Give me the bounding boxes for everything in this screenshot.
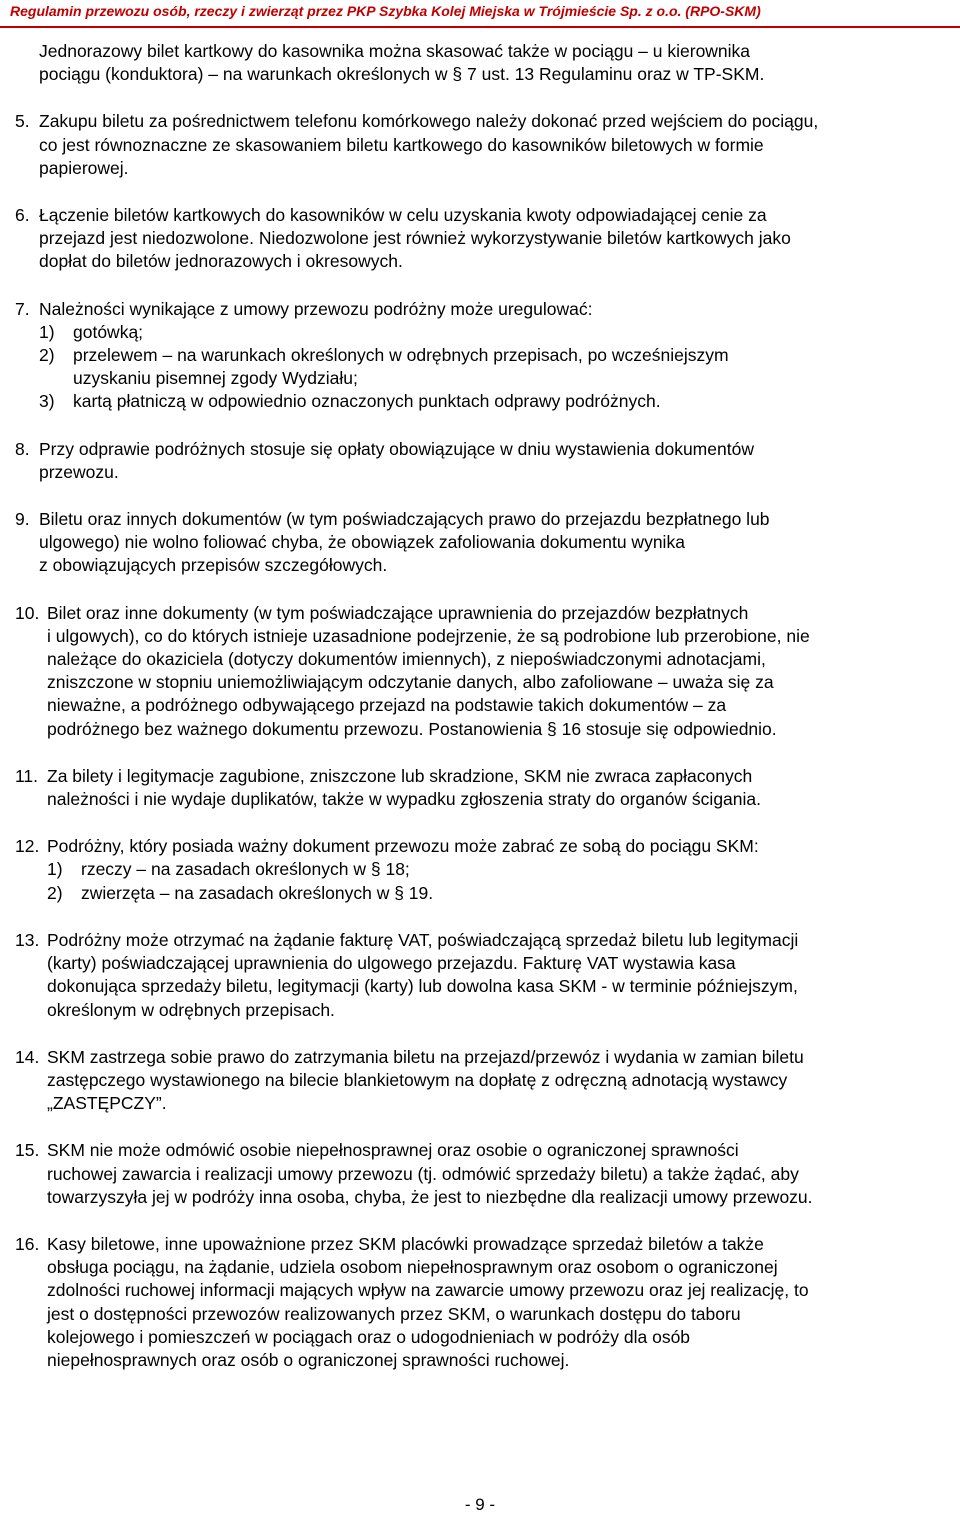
numbered-list xyxy=(15,110,960,1372)
text-line: Zakupu biletu za pośrednictwem telefonu komórkowego należy dokonać przed wejściem do pociągu, xyxy=(39,111,819,132)
sub-item-number: 3) xyxy=(39,391,55,412)
sub-item xyxy=(39,321,960,344)
sub-item-number: 2) xyxy=(39,345,55,366)
item-text xyxy=(47,1139,960,1209)
text-line: z obowiązujących przepisów szczegółowych. xyxy=(39,555,388,576)
item-number: 6. xyxy=(15,205,30,226)
text-line: określonym w odrębnych przepisach. xyxy=(47,999,335,1020)
item-text xyxy=(47,1233,960,1372)
list-item xyxy=(15,835,960,905)
sub-item xyxy=(47,882,960,905)
header-rule xyxy=(0,26,960,28)
text-line: gotówką; xyxy=(73,321,144,342)
item-text xyxy=(47,835,960,905)
list-item xyxy=(15,438,960,484)
text-line: przewozu. xyxy=(39,461,119,482)
text-line: zdolności ruchowej informacji mających wpływ na zawarcie umowy przewozu oraz jej realizację, to xyxy=(47,1280,809,1301)
sub-item-number: 2) xyxy=(47,882,63,903)
text-line: podróżnego bez ważnego dokumentu przewozu. Postanowienia § 16 stosuje się odpowiednio. xyxy=(47,718,777,739)
item-text xyxy=(39,298,960,414)
text-line: ruchowej zawarcia i realizacji umowy przewozu (tj. odmówić sprzedaży biletu) a także żądać, aby xyxy=(47,1163,799,1184)
item-number: 8. xyxy=(15,438,30,459)
item-number: 10. xyxy=(15,602,40,623)
text-line: (karty) poświadczającej uprawnienia do ulgowego przejazdu. Fakturę VAT wystawia kasa xyxy=(47,953,736,974)
text-line: co jest równoznaczne ze skasowaniem biletu kartkowego do kasowników biletowych w formie xyxy=(39,134,764,155)
intro-line: Jednorazowy bilet kartkowy do kasownika można skasować także w pociągu – u kierownika xyxy=(39,41,751,61)
text-line: Należności wynikające z umowy przewozu podróżny może uregulować: xyxy=(39,298,593,319)
intro-paragraph xyxy=(15,40,960,86)
list-item xyxy=(15,110,960,180)
item-text xyxy=(47,765,960,811)
text-line: niepełnosprawnych oraz osób o ograniczonej sprawności ruchowej. xyxy=(47,1349,570,1370)
list-item xyxy=(15,1046,960,1116)
text-line: Kasy biletowe, inne upoważnione przez SKM placówki prowadzące sprzedaż biletów a także xyxy=(47,1233,764,1254)
sub-item-text xyxy=(73,344,960,390)
text-line: SKM zastrzega sobie prawo do zatrzymania biletu na przejazd/przewóz i wydania w zamian biletu xyxy=(47,1046,804,1067)
text-line: Przy odprawie podróżnych stosuje się opłaty obowiązujące w dniu wystawienia dokumentów xyxy=(39,438,754,459)
item-number: 15. xyxy=(15,1140,40,1161)
text-line: dopłat do biletów jednorazowych i okresowych. xyxy=(39,251,403,272)
text-line: SKM nie może odmówić osobie niepełnosprawnej oraz osobie o ograniczonej sprawności xyxy=(47,1140,739,1161)
item-number: 9. xyxy=(15,509,30,530)
text-line: Podróżny, który posiada ważny dokument przewozu może zabrać ze sobą do pociągu SKM: xyxy=(47,836,759,857)
item-text xyxy=(47,929,960,1022)
item-number: 14. xyxy=(15,1046,40,1067)
sub-item-text xyxy=(81,882,960,905)
text-line: papierowej. xyxy=(39,157,129,178)
intro-line: pociągu (konduktora) – na warunkach określonych w § 7 ust. 13 Regulaminu oraz w TP-SKM. xyxy=(39,64,765,85)
sub-item-text xyxy=(73,321,960,344)
item-number: 11. xyxy=(15,765,39,786)
sub-item-number: 1) xyxy=(39,321,55,342)
text-line: Bilet oraz inne dokumenty (w tym poświadczające uprawnienia do przejazdów bezpłatnych xyxy=(47,602,749,623)
list-item xyxy=(15,929,960,1022)
text-line: ulgowego) nie wolno foliować chyba, że obowiązek zafoliowania dokumentu wynika xyxy=(39,532,685,553)
sub-item-text xyxy=(81,858,960,881)
header-title: Regulamin przewozu osób, rzeczy i zwierząt przez PKP Szybka Kolej Miejska w Trójmieście Sp. z o.o. (RPO-SKM) xyxy=(10,3,761,19)
item-text xyxy=(47,602,960,741)
text-line: jest o dostępności przewozów realizowanych przez SKM, o warunkach dostępu do taboru xyxy=(47,1303,741,1324)
text-line: rzeczy – na zasadach określonych w § 18; xyxy=(81,859,410,880)
text-line: przejazd jest niedozwolone. Niedozwolone jest również wykorzystywanie biletów kartkowych jako xyxy=(39,228,791,249)
text-line: Za bilety i legitymacje zagubione, zniszczone lub skradzione, SKM nie zwraca zapłaconych xyxy=(47,765,753,786)
list-item xyxy=(15,204,960,274)
sub-item-number: 1) xyxy=(47,859,63,880)
item-text xyxy=(39,110,960,180)
text-line: należące do okaziciela (dotyczy dokumentów imiennych), z niepoświadczonymi adnotacjami, xyxy=(47,649,766,670)
sub-item xyxy=(47,858,960,881)
item-number: 13. xyxy=(15,929,40,950)
text-line: kartą płatniczą w odpowiednio oznaczonych punktach odprawy podróżnych. xyxy=(73,391,661,412)
text-line: uzyskaniu pisemnej zgody Wydziału; xyxy=(73,368,358,389)
item-text xyxy=(39,508,960,578)
page-number: - 9 - xyxy=(464,1495,496,1514)
text-line: Biletu oraz innych dokumentów (w tym poświadczających prawo do przejazdu bezpłatnego lub xyxy=(39,509,770,530)
text-line: „ZASTĘPCZY”. xyxy=(47,1093,167,1114)
running-header xyxy=(0,0,960,28)
text-line: zastępczego wystawionego na bilecie blankietowym na dopłatę z odręczną adnotacją wystawcy xyxy=(47,1069,788,1090)
list-item xyxy=(15,298,960,414)
text-line: dokonująca sprzedaży biletu, legitymacji (karty) lub dowolna kasa SKM - w terminie późniejszym, xyxy=(47,976,798,997)
item-number: 12. xyxy=(15,836,40,857)
text-line: obsługa pociągu, na żądanie, udziela osobom niepełnosprawnym oraz osobom o ograniczonej xyxy=(47,1257,778,1278)
list-item xyxy=(15,765,960,811)
list-item xyxy=(15,602,960,741)
document-body xyxy=(15,40,960,1396)
list-item xyxy=(15,1139,960,1209)
text-line: Łączenie biletów kartkowych do kasowników w celu uzyskania kwoty odpowiadającej cenie za xyxy=(39,205,767,226)
text-line: przelewem – na warunkach określonych w odrębnych przepisach, po wcześniejszym xyxy=(73,345,729,366)
sub-item xyxy=(39,344,960,390)
sub-item-text xyxy=(73,390,960,413)
list-item xyxy=(15,1233,960,1372)
item-number: 7. xyxy=(15,298,30,319)
page-footer xyxy=(0,1494,960,1516)
text-line: Podróżny może otrzymać na żądanie fakturę VAT, poświadczającą sprzedaż biletu lub legitymacji xyxy=(47,929,799,950)
list-item xyxy=(15,508,960,578)
item-text xyxy=(39,438,960,484)
text-line: nieważne, a podróżnego odbywającego przejazd na podstawie takich dokumentów – za xyxy=(47,695,727,716)
item-number: 5. xyxy=(15,111,30,132)
text-line: kolejowego i pomieszczeń w pociągach oraz o udogodnieniach w podróży dla osób xyxy=(47,1326,691,1347)
text-line: należności i nie wydaje duplikatów, także w wypadku zgłoszenia straty do organów ścigania. xyxy=(47,789,762,810)
item-number: 16. xyxy=(15,1233,40,1254)
text-line: towarzyszyła jej w podróży inna osoba, chyba, że jest to niezbędne dla realizacji umowy przewozu. xyxy=(47,1186,813,1207)
item-text xyxy=(47,1046,960,1116)
text-line: i ulgowych), co do których istnieje uzasadnione podejrzenie, że są podrobione lub przerobione, nie xyxy=(47,625,810,646)
item-text xyxy=(39,204,960,274)
text-line: zniszczone w stopniu uniemożliwiającym odczytanie danych, albo zafoliowane – uważa się za xyxy=(47,672,774,693)
text-line: zwierzęta – na zasadach określonych w § 19. xyxy=(81,882,434,903)
sub-item xyxy=(39,390,960,413)
